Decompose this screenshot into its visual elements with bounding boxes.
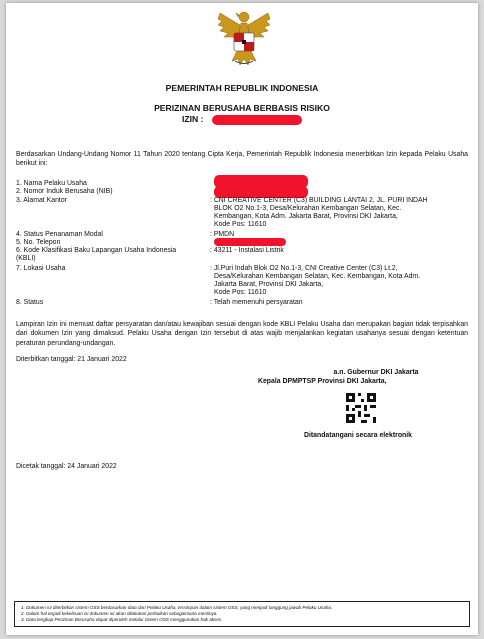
issued-date: Diterbitkan tanggal: 21 Januari 2022 (16, 356, 127, 363)
field-status-label: 8. Status (16, 299, 44, 306)
phone-redaction (214, 238, 286, 246)
field-kbli-label-2: (KBLI) (16, 255, 36, 262)
government-heading: PEMERINTAH REPUBLIK INDONESIA (165, 83, 319, 93)
location-line-1: : Jl.Puri Indah Blok O2 No.1-3, CNI Creative Center (C3) Lt.2, (210, 265, 398, 272)
status-value: : Telah memenuhi persyaratan (210, 299, 303, 306)
field-phone-label: 5. No. Telepon (16, 239, 61, 246)
license-document (6, 3, 478, 635)
izin-number-redaction (212, 115, 302, 125)
appendix-paragraph: Lampiran Izin ini memuat daftar persyaratan dan/atau kewajiban sesuai dengan kode KBLI Pelaku Usaha dan merupakan bagian tidak terpisahkan dari dokumen Izin yang dimaksud. Pelaku Usaha dengan Izin tersebut di atas wajib menjalankan kegiatan usahanya sesuai dengan ketentuan peraturan perundang-undangan. (16, 321, 468, 347)
printed-date: Dicetak tanggal: 24 Januari 2022 (16, 463, 117, 470)
address-line-4: Kode Pos: 11610 (214, 221, 267, 228)
address-line-3: Kembangan, Kota Adm. Jakarta Barat, Provinsi DKI Jakarta, (214, 213, 398, 220)
izin-label: IZIN : (182, 114, 204, 124)
qr-code-icon (346, 393, 376, 423)
investment-status-value: : PMDN (210, 231, 235, 238)
field-nib-label: 2. Nomor Induk Berusaha (NIB) (16, 188, 113, 195)
footer-note-2: 2. Dalam hal terjadi kekeliruan isi dokumen ini akan dilakukan perbaikan sebagaimana mestinya. (21, 611, 218, 616)
field-investment-label: 4. Status Penanaman Modal (16, 231, 103, 238)
address-line-1: : CNI CREATIVE CENTER (C3) BUILDING LANTAI 2, JL. PURI INDAH (210, 197, 428, 204)
field-kbli-label-1: 6. Kode Klasifikasi Baku Lapangan Usaha Indonesia (16, 247, 177, 254)
footer-note-1: 1. Dokumen ini diterbitkan sistem OSS berdasarkan data dari Pelaku Usaha, tersimpan dalam sistem OSS, yang menjadi tanggung jawab Pelaku Usaha. (21, 605, 333, 610)
field-location-label: 7. Lokasi Usaha (16, 265, 66, 272)
intro-paragraph: Berdasarkan Undang-Undang Nomor 11 Tahun 2020 tentang Cipta Kerja, Pemerintah Republik Indonesia menerbitkan Izin kepada Pelaku Usaha berikut ini: (16, 151, 468, 168)
license-type-heading: PERIZINAN BERUSAHA BERBASIS RISIKO (154, 103, 330, 113)
signatory-line-2: Kepala DPMPTSP Provinsi DKI Jakarta, (258, 378, 387, 385)
electronic-signature-note: Ditandatangani secara elektronik (304, 432, 412, 439)
garuda-emblem-icon (216, 9, 272, 69)
footer-note-3: 3. Data lengkap Perizinan Berusaha dapat diperoleh melalui sistem OSS menggunakan hak akses. (21, 617, 223, 622)
field-name-label: 1. Nama Pelaku Usaha (16, 180, 87, 187)
location-line-4: Kode Pos: 11610 (214, 289, 267, 296)
address-line-2: BLOK O2 No.1-3, Desa/Kelurahan Kembangan Selatan, Kec. (214, 205, 402, 212)
kbli-value: : 43211 - Instalasi Listrik (210, 247, 284, 254)
footer-notes (14, 601, 470, 627)
location-line-3: Jakarta Barat, Provinsi DKI Jakarta, (214, 281, 324, 288)
location-line-2: Desa/Kelurahan Kembangan Selatan, Kec. Kembangan, Kota Adm. (214, 273, 421, 280)
field-address-label: 3. Alamat Kantor (16, 197, 67, 204)
signatory-line-1: a.n. Gubernur DKI Jakarta (333, 369, 419, 376)
